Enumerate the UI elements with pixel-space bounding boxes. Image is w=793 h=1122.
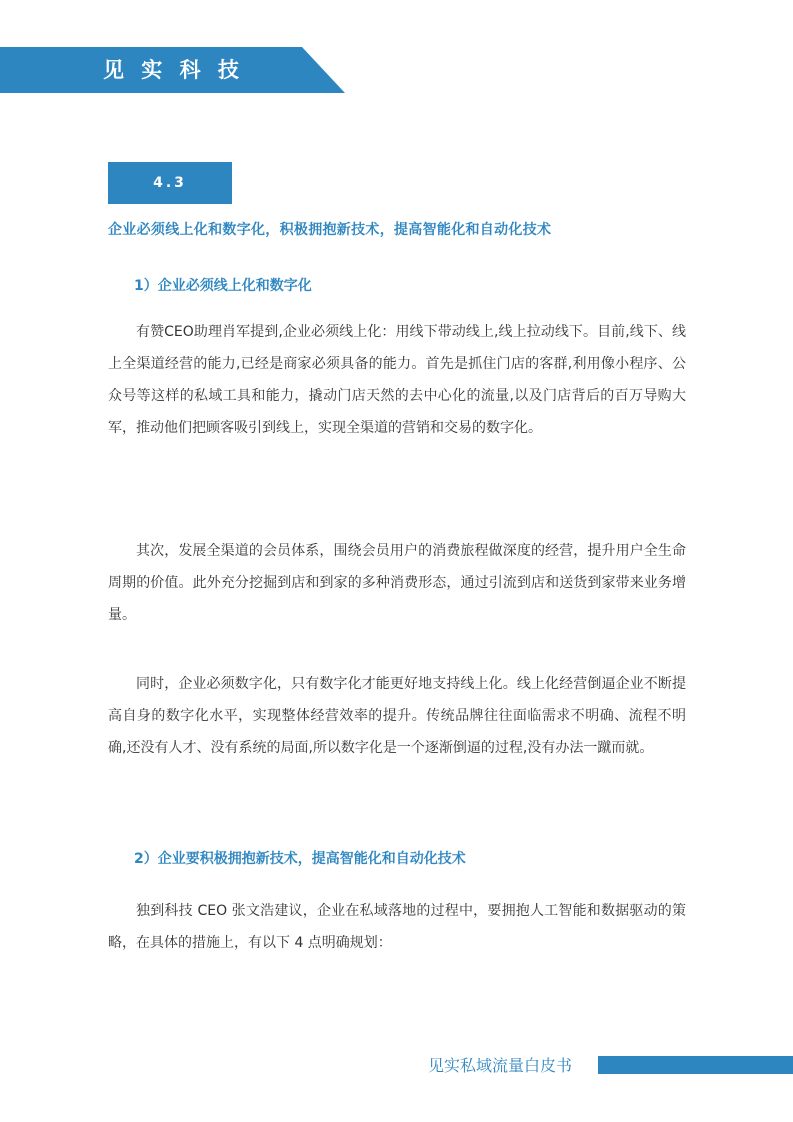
footer-title: 见实私域流量白皮书	[428, 1056, 573, 1075]
section-number-badge: 4.3	[108, 162, 232, 204]
paragraph-2: 其次，发展全渠道的会员体系，围绕会员用户的消费旅程做深度的经营，提升用户全生命周期的价值。此外充分挖掘到店和到家的多种消费形态，通过引流到店和送货到家带来业务增量。	[108, 543, 686, 623]
brand-name: 见 实 科 技	[103, 58, 244, 82]
footer-bar	[598, 1056, 793, 1074]
paragraph-4: 独到科技 CEO 张文浩建议，企业在私域落地的过程中，要拥抱人工智能和数据驱动的策略，在具体的措施上，有以下 4 点明确规划：	[108, 903, 686, 951]
subsection-2-title: 2）企业要积极拥抱新技术，提高智能化和自动化技术	[134, 851, 466, 867]
paragraph-3: 同时，企业必须数字化，只有数字化才能更好地支持线上化。线上化经营倒逼企业不断提高自身的数字化水平，实现整体经营效率的提升。传统品牌往往面临需求不明确、流程不明确,还没有人才、没有系统的局面,所以数字化是一个逐渐倒逼的过程,没有办法一蹴而就。	[108, 676, 686, 756]
section-title: 企业必须线上化和数字化，积极拥抱新技术，提高智能化和自动化技术	[108, 222, 552, 238]
subsection-1-title: 1）企业必须线上化和数字化	[134, 278, 312, 294]
paragraph-1: 有赞CEO助理肖军提到,企业必须线上化：用线下带动线上,线上拉动线下。目前,线下、线上全渠道经营的能力,已经是商家必须具备的能力。首先是抓住门店的客群,利用像小程序、公众号等这样的私域工具和能力，撬动门店天然的去中心化的流量,以及门店背后的百万导购大军，推动他们把顾客吸引到线上，实现全渠道的营销和交易的数字化。	[108, 324, 686, 436]
